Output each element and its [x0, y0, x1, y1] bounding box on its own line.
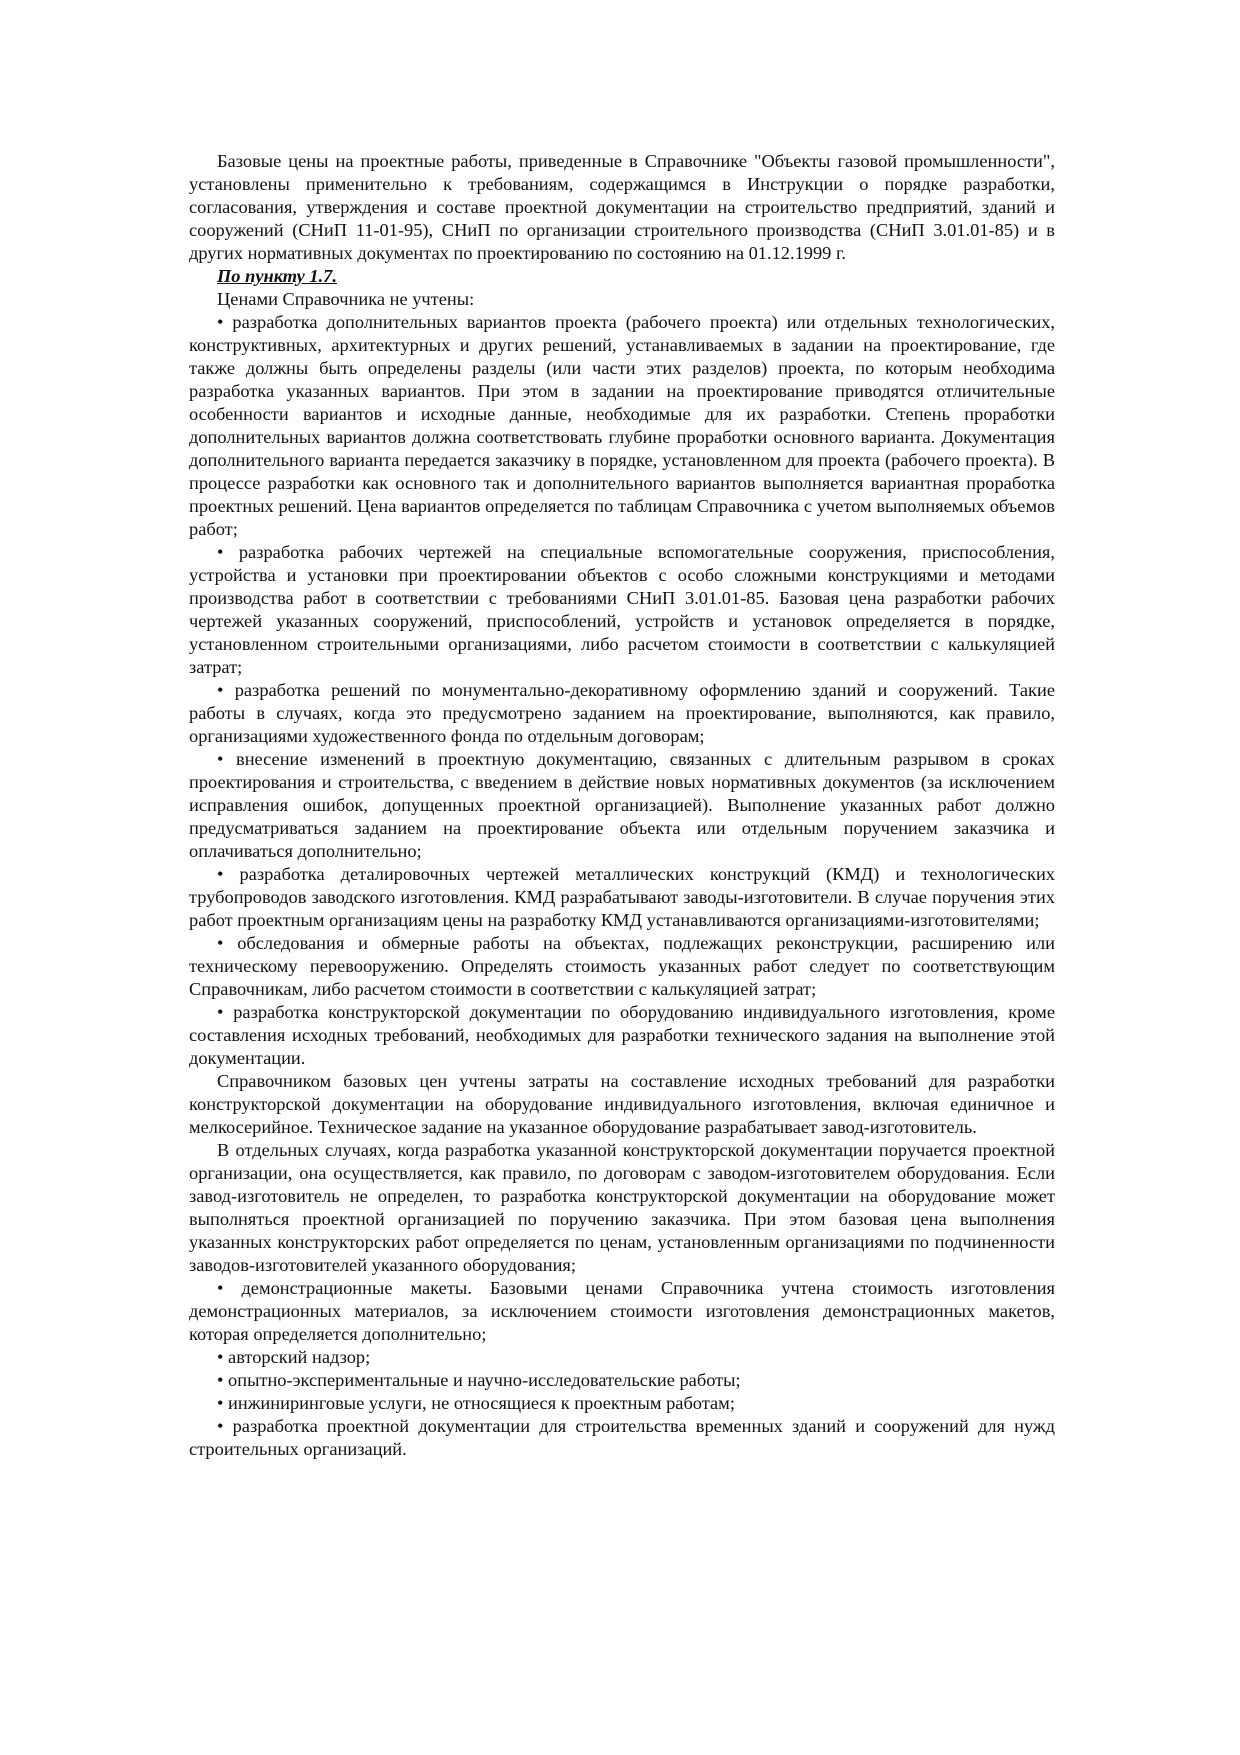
bullet-item: • демонстрационные макеты. Базовыми ценами Справочника учтена стоимость изготовления демонстрационных материалов, за исключением стоимости изготовления демонстрационных макетов, которая определяется дополнительно;	[189, 1278, 1055, 1344]
bullet-item: • разработка конструкторской документации по оборудованию индивидуального изготовления, кроме составления исходных требований, необходимых для разработки технического задания на выполнение этой документации.	[189, 1002, 1055, 1068]
bullet-item: • внесение изменений в проектную документацию, связанных с длительным разрывом в сроках проектирования и строительства, с введением в действие новых нормативных документов (за исключением исправления ошибок, допущенных проектной организацией). Выполнение указанных работ должно предусматриваться заданием на проектирование объекта или отдельным поручением заказчика и оплачиваться дополнительно;	[189, 749, 1055, 861]
bullet-item: • обследования и обмерные работы на объектах, подлежащих реконструкции, расширению или техническому перевооружению. Определять стоимость указанных работ следует по соответствующим Справочникам, либо расчетом стоимости в соответствии с калькуляцией затрат;	[189, 933, 1055, 999]
document-page	[189, 150, 1055, 1461]
bullet-item: • разработка решений по монументально-декоративному оформлению зданий и сооружений. Такие работы в случаях, когда это предусмотрено заданием на проектирование, выполняются, как правило, организациями художественного фонда по отдельным договорам;	[189, 680, 1055, 746]
lead-paragraph: Ценами Справочника не учтены:	[217, 289, 475, 309]
bullet-item: • разработка рабочих чертежей на специальные вспомогательные сооружения, приспособления, устройства и установки при проектировании объектов с особо сложными конструкциями и методами производства работ в соответствии с требованиями СНиП 3.01.01-85. Базовая цена разработки рабочих чертежей указанных сооружений, приспособлений, устройств и установок определяется в порядке, установленном строительными организациями, либо расчетом стоимости в соответствии с калькуляцией затрат;	[189, 542, 1055, 677]
cases-paragraph: В отдельных случаях, когда разработка указанной конструкторской документации поручается проектной организации, она осуществляется, как правило, по договорам с заводом-изготовителем оборудования. Если завод-изготовитель не определен, то разработка конструкторской документации на оборудование может выполняться проектной организацией по поручению заказчика. При этом базовая цена выполнения указанных конструкторских работ определяется по ценам, установленным организациями по подчиненности заводов-изготовителей указанного оборудования;	[189, 1140, 1055, 1275]
requirements-paragraph: Справочником базовых цен учтены затраты на составление исходных требований для разработки конструкторской документации на оборудование индивидуального изготовления, включая единичное и мелкосерийное. Техническое задание на указанное оборудование разрабатывает завод-изготовитель.	[189, 1071, 1055, 1137]
intro-paragraph: Базовые цены на проектные работы, приведенные в Справочнике "Объекты газовой промышленности", установлены применительно к требованиям, содержащимся в Инструкции о порядке разработки, согласования, утверждения и составе проектной документации на строительство предприятий, зданий и сооружений (СНиП 11-01-95), СНиП по организации строительного производства (СНиП 3.01.01-85) и в других нормативных документах по проектированию по состоянию на 01.12.1999 г.	[189, 151, 1055, 263]
section-heading: По пункту 1.7.	[217, 266, 337, 286]
bullet-item: • разработка дополнительных вариантов проекта (рабочего проекта) или отдельных технологических, конструктивных, архитектурных и других решений, устанавливаемых в задании на проектирование, где также должны быть определены разделы (или части этих разделов) проекта, по которым необходима разработка указанных вариантов. При этом в задании на проектирование приводятся отличительные особенности вариантов и исходные данные, необходимые для их разработки. Степень проработки дополнительных вариантов должна соответствовать глубине проработки основного варианта. Документация дополнительного варианта передается заказчику в порядке, установленном для проекта (рабочего проекта). В процессе разработки как основного так и дополнительного вариантов выполняется вариантная проработка проектных решений. Цена вариантов определяется по таблицам Справочника с учетом выполняемых объемов работ;	[189, 312, 1055, 539]
bullet-item: • авторский надзор;	[217, 1347, 371, 1367]
bullet-item: • инжиниринговые услуги, не относящиеся к проектным работам;	[217, 1393, 735, 1413]
bullet-item: • разработка проектной документации для строительства временных зданий и сооружений для нужд строительных организаций.	[189, 1416, 1055, 1459]
bullet-item: • опытно-экспериментальные и научно-исследовательские работы;	[217, 1370, 741, 1390]
bullet-item: • разработка деталировочных чертежей металлических конструкций (КМД) и технологических трубопроводов заводского изготовления. КМД разрабатывают заводы-изготовители. В случае поручения этих работ проектным организациям цены на разработку КМД устанавливаются организациями-изготовителями;	[189, 864, 1055, 930]
